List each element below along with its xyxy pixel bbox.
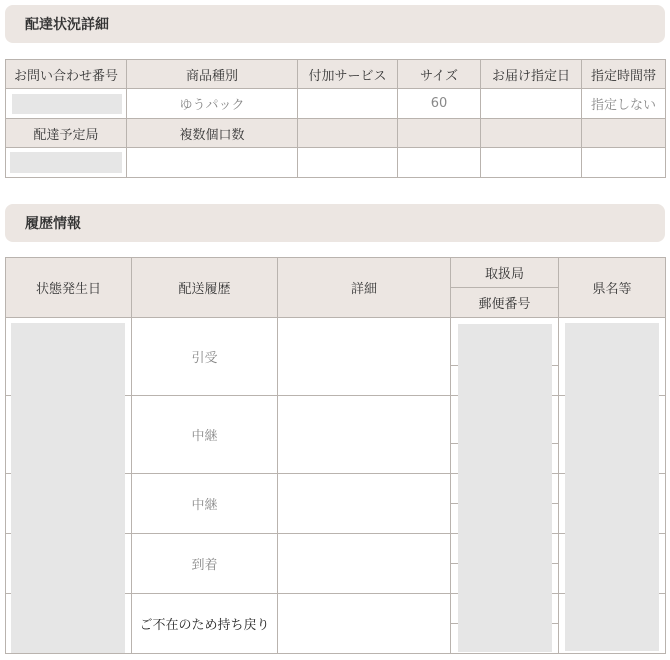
header-product-type: 商品種別 xyxy=(127,60,298,89)
cell-empty xyxy=(481,148,582,178)
header-tracking-number: お問い合わせ番号 xyxy=(6,60,127,89)
section-title: 配達状況詳細 xyxy=(25,17,109,33)
header-postal-code: 郵便番号 xyxy=(451,288,559,318)
header-empty xyxy=(481,119,582,148)
header-handling-office: 取扱局 xyxy=(451,258,559,288)
header-multi-count: 複数個口数 xyxy=(127,119,298,148)
header-detail: 詳細 xyxy=(278,258,451,318)
cell-scheduled-office xyxy=(6,148,127,178)
section-header-history xyxy=(5,204,665,242)
header-prefecture: 県名等 xyxy=(559,258,666,318)
redacted-prefecture xyxy=(565,323,659,651)
cell-detail xyxy=(278,396,451,474)
header-empty xyxy=(298,119,398,148)
header-additional-service: 付加サービス xyxy=(298,60,398,89)
cell-size: 60 xyxy=(398,89,481,119)
header-size: サイズ xyxy=(398,60,481,89)
cell-status: 到着 xyxy=(132,534,278,594)
header-empty xyxy=(582,119,666,148)
cell-status: 引受 xyxy=(132,318,278,396)
cell-status: 中継 xyxy=(132,474,278,534)
cell-status: ご不在のため持ち戻り xyxy=(132,594,278,654)
cell-tracking-number xyxy=(6,89,127,119)
section-header-delivery-details xyxy=(5,5,665,43)
header-status-date: 状態発生日 xyxy=(6,258,132,318)
header-delivery-history: 配送履歴 xyxy=(132,258,278,318)
cell-detail xyxy=(278,474,451,534)
header-scheduled-office: 配達予定局 xyxy=(6,119,127,148)
cell-empty xyxy=(298,148,398,178)
section-title: 履歴情報 xyxy=(25,216,81,232)
header-time-slot: 指定時間帯 xyxy=(582,60,666,89)
cell-additional-service xyxy=(298,89,398,119)
cell-multi-count xyxy=(127,148,298,178)
header-empty xyxy=(398,119,481,148)
cell-detail xyxy=(278,594,451,654)
cell-product-type: ゆうパック xyxy=(127,89,298,119)
redacted-office-postal xyxy=(458,324,552,652)
cell-empty xyxy=(398,148,481,178)
delivery-details-table xyxy=(5,59,666,178)
redacted-scheduled-office xyxy=(10,152,122,173)
redacted-tracking-number xyxy=(12,94,122,114)
cell-detail xyxy=(278,534,451,594)
cell-status: 中継 xyxy=(132,396,278,474)
cell-delivery-date xyxy=(481,89,582,119)
redacted-dates xyxy=(11,323,125,653)
cell-time-slot: 指定しない xyxy=(582,89,666,119)
cell-detail xyxy=(278,318,451,396)
cell-empty xyxy=(582,148,666,178)
header-delivery-date: お届け指定日 xyxy=(481,60,582,89)
